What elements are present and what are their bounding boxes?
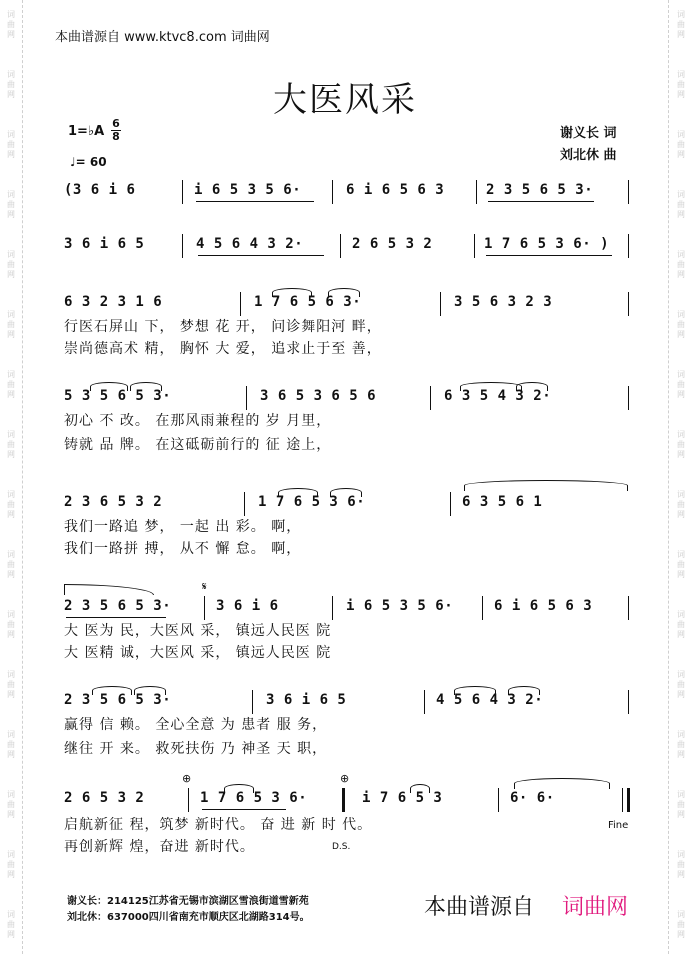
watermark-char: 曲 [7, 560, 15, 569]
watermark-char: 曲 [677, 500, 685, 509]
measure: 6 3 2 3 1 6 [64, 294, 163, 310]
composer-address: 刘北休：637000四川省南充市顺庆区北湖路314号。 [67, 912, 310, 923]
watermark-char: 词 [7, 910, 15, 919]
measure: 3 6 5 3 6 5 6 [260, 388, 377, 404]
watermark-char: 曲 [677, 740, 685, 749]
measure: i 6 5 3 5 6· [194, 182, 302, 198]
coda-icon: ⊕ [340, 772, 350, 785]
watermark-char: 词 [7, 550, 15, 559]
watermark-stamp [674, 490, 688, 520]
watermark-char: 网 [677, 90, 685, 99]
measure: 1 7 6 5 3 6· [200, 790, 308, 806]
watermark-char: 词 [7, 190, 15, 199]
beam [66, 617, 166, 618]
watermark-char: 网 [7, 90, 15, 99]
lyric-verse-2: 再创新辉 煌，奋进 新时代。 [64, 839, 255, 855]
watermark-char: 曲 [7, 740, 15, 749]
watermark-stamp [674, 130, 688, 160]
slur [410, 784, 430, 793]
measure: i 6 5 3 5 6· [346, 598, 454, 614]
watermark-char: 词 [7, 310, 15, 319]
watermark-stamp [674, 730, 688, 760]
watermark-char: 网 [7, 930, 15, 939]
watermark-char: 曲 [7, 380, 15, 389]
measure: 1 7 6 5 3 6· ) [484, 236, 610, 252]
watermark-char: 网 [677, 870, 685, 879]
slur [328, 288, 360, 297]
watermark-char: 词 [7, 730, 15, 739]
watermark-char: 词 [677, 730, 685, 739]
watermark-stamp [674, 610, 688, 640]
watermark-char: 网 [7, 330, 15, 339]
barline [628, 690, 629, 714]
watermark-char: 网 [677, 630, 685, 639]
measure: 2 6 5 3 2 [64, 790, 145, 806]
tie [514, 778, 610, 789]
da-segno-mark: D.S. [332, 842, 351, 852]
watermark-char: 网 [677, 450, 685, 459]
measure: 3 5 6 3 2 3 [454, 294, 553, 310]
right-border [668, 0, 669, 954]
watermark-char: 网 [7, 210, 15, 219]
barline [628, 292, 629, 316]
watermark-stamp [4, 490, 18, 520]
beam [196, 201, 314, 202]
watermark-char: 网 [677, 330, 685, 339]
watermark-char: 词 [677, 130, 685, 139]
watermark-char: 曲 [7, 440, 15, 449]
barline [628, 180, 629, 204]
slur [454, 686, 496, 695]
measure: 2 3 5 6 5 3· [64, 598, 172, 614]
watermark-char: 曲 [7, 680, 15, 689]
lyric-verse-1: 我们一路追 梦， 一起 出 彩。 啊， [64, 519, 302, 535]
watermark-stamp [4, 610, 18, 640]
watermark-char: 曲 [677, 440, 685, 449]
slur [90, 382, 128, 391]
time-signature [111, 118, 121, 143]
beam [488, 201, 594, 202]
watermark-char: 词 [7, 790, 15, 799]
source-header: 本曲谱源自 www.ktvc8.com 词曲网 [55, 30, 270, 45]
slur [272, 288, 312, 297]
lyric-verse-1: 大 医为 民，大医风 采， 镇远人民医 院 [64, 623, 332, 639]
watermark-char: 曲 [7, 320, 15, 329]
watermark-char: 词 [7, 70, 15, 79]
watermark-char: 网 [7, 150, 15, 159]
measure: 6 i 6 5 6 3 [346, 182, 445, 198]
final-barline-thin [622, 788, 623, 812]
lyricist-address: 谢义长：214125江苏省无锡市滨湖区雪浪街道雪新苑 [67, 896, 309, 907]
watermark-stamp [674, 430, 688, 460]
lyric-verse-2: 我们一路拼 搏， 从不 懈 怠。 啊， [64, 541, 302, 557]
watermark-char: 词 [677, 310, 685, 319]
watermark-char: 词 [7, 10, 15, 19]
lyric-verse-1: 行医石屏山 下， 梦想 花 开， 问诊舞阳河 畔， [64, 319, 382, 335]
watermark-char: 曲 [677, 260, 685, 269]
measure: 6· 6· [510, 790, 555, 806]
lyric-verse-1: 赢得 信 赖。 全心全意 为 患者 服 务， [64, 717, 328, 733]
measure: 3 6 i 6 [216, 598, 279, 614]
beam [486, 255, 612, 256]
watermark-char: 词 [7, 130, 15, 139]
watermark-char: 词 [7, 670, 15, 679]
slur [278, 488, 318, 497]
watermark-stamp [674, 10, 688, 40]
watermark-char: 曲 [677, 620, 685, 629]
watermark-char: 词 [677, 850, 685, 859]
brand-site-name: 词曲网 [562, 895, 629, 920]
watermark-char: 词 [677, 610, 685, 619]
watermark-char: 曲 [7, 620, 15, 629]
watermark-char: 词 [677, 70, 685, 79]
brand-source: 本曲谱源自 [424, 895, 535, 920]
watermark-char: 网 [7, 390, 15, 399]
watermark-stamp [4, 130, 18, 160]
left-border [22, 0, 23, 954]
watermark-char: 词 [677, 190, 685, 199]
lyricist-credit: 谢义长 词 [560, 126, 617, 141]
barline [424, 690, 425, 714]
watermark-stamp [674, 790, 688, 820]
barline [188, 788, 189, 812]
watermark-char: 曲 [7, 800, 15, 809]
watermark-stamp [4, 730, 18, 760]
tempo-mark: ♩= 60 [70, 155, 107, 169]
watermark-char: 网 [7, 30, 15, 39]
watermark-char: 曲 [7, 860, 15, 869]
watermark-char: 曲 [7, 920, 15, 929]
watermark-char: 曲 [7, 80, 15, 89]
watermark-char: 词 [7, 370, 15, 379]
measure: 6 i 6 5 6 3 [494, 598, 593, 614]
watermark-char: 网 [677, 930, 685, 939]
barline [244, 492, 245, 516]
barline [182, 234, 183, 258]
watermark-stamp [4, 670, 18, 700]
barline [332, 180, 333, 204]
meter-bottom: 8 [112, 130, 120, 143]
barline [240, 292, 241, 316]
watermark-char: 曲 [677, 680, 685, 689]
watermark-stamp [4, 790, 18, 820]
watermark-stamp [4, 190, 18, 220]
watermark-char: 词 [7, 250, 15, 259]
measure: 3 6 i 6 5 [64, 236, 145, 252]
watermark-char: 曲 [677, 200, 685, 209]
slur [330, 488, 362, 497]
barline [252, 690, 253, 714]
watermark-stamp [674, 190, 688, 220]
watermark-char: 网 [7, 870, 15, 879]
measure: 4 5 6 4 3 2· [196, 236, 304, 252]
barline [482, 596, 483, 620]
barline [628, 386, 629, 410]
watermark-char: 词 [677, 910, 685, 919]
final-barline-thick [627, 788, 630, 812]
watermark-char: 词 [7, 850, 15, 859]
watermark-stamp [674, 310, 688, 340]
watermark-char: 词 [677, 670, 685, 679]
watermark-char: 词 [677, 370, 685, 379]
watermark-stamp [4, 430, 18, 460]
watermark-char: 网 [7, 750, 15, 759]
slur [516, 382, 548, 391]
song-title: 大医风采 [273, 80, 417, 120]
watermark-char: 词 [677, 490, 685, 499]
lyric-verse-2: 继往 开 来。 救死扶伤 乃 神圣 天 职， [64, 741, 328, 757]
repeat-barline [342, 788, 345, 812]
watermark-stamp [4, 850, 18, 880]
barline [628, 234, 629, 258]
lyric-verse-1: 初心 不 改。 在那风雨兼程的 岁 月里， [64, 413, 332, 429]
watermark-char: 网 [677, 270, 685, 279]
barline [246, 386, 247, 410]
watermark-char: 曲 [677, 380, 685, 389]
watermark-stamp [674, 670, 688, 700]
barline [498, 788, 499, 812]
slur [130, 382, 162, 391]
barline [182, 180, 183, 204]
watermark-char: 词 [677, 790, 685, 799]
watermark-stamp [4, 310, 18, 340]
tie [64, 584, 154, 595]
watermark-char: 网 [7, 570, 15, 579]
watermark-char: 网 [7, 510, 15, 519]
watermark-char: 曲 [7, 260, 15, 269]
watermark-char: 词 [677, 550, 685, 559]
measure: 2 3 5 6 5 3· [486, 182, 594, 198]
watermark-stamp [674, 850, 688, 880]
barline [628, 596, 629, 620]
watermark-char: 网 [7, 630, 15, 639]
lyric-verse-1: 启航新征 程，筑梦 新时代。 奋 进 新 时 代。 [64, 817, 373, 833]
watermark-char: 词 [677, 250, 685, 259]
barline [430, 386, 431, 410]
watermark-char: 曲 [677, 80, 685, 89]
watermark-char: 网 [677, 690, 685, 699]
watermark-char: 曲 [677, 320, 685, 329]
measure: 6 3 5 4 3 2· [444, 388, 552, 404]
watermark-char: 曲 [677, 800, 685, 809]
watermark-char: 词 [7, 610, 15, 619]
watermark-char: 词 [7, 430, 15, 439]
meter-top: 6 [112, 117, 120, 130]
slur [460, 382, 522, 391]
barline [474, 234, 475, 258]
watermark-char: 词 [7, 490, 15, 499]
watermark-char: 网 [677, 810, 685, 819]
tie [464, 480, 628, 491]
watermark-char: 曲 [7, 500, 15, 509]
watermark-char: 网 [677, 150, 685, 159]
measure: 2 6 5 3 2 [352, 236, 433, 252]
watermark-stamp [4, 10, 18, 40]
beam [202, 809, 286, 810]
watermark-stamp [674, 370, 688, 400]
watermark-char: 网 [677, 210, 685, 219]
watermark-char: 网 [677, 750, 685, 759]
watermark-char: 词 [677, 430, 685, 439]
measure: 6 3 5 6 1 [462, 494, 543, 510]
watermark-char: 曲 [677, 20, 685, 29]
lyric-verse-2: 崇尚德高术 精， 胸怀 大 爱， 追求止于至 善， [64, 341, 382, 357]
watermark-char: 网 [7, 690, 15, 699]
watermark-char: 网 [7, 450, 15, 459]
watermark-char: 曲 [7, 200, 15, 209]
watermark-char: 曲 [677, 560, 685, 569]
barline [340, 234, 341, 258]
barline [440, 292, 441, 316]
slur [508, 686, 540, 695]
coda-icon: ⊕ [182, 772, 192, 785]
slur [92, 686, 132, 695]
segno-icon: 𝄋 [202, 580, 207, 593]
beam [198, 255, 324, 256]
watermark-char: 曲 [677, 860, 685, 869]
composer-credit: 刘北休 曲 [560, 148, 617, 163]
watermark-char: 网 [677, 390, 685, 399]
watermark-stamp [674, 250, 688, 280]
measure: 2 3 6 5 3 2 [64, 494, 163, 510]
fine-mark: Fine [608, 820, 629, 831]
measure: 1 7 6 5 3 6· [258, 494, 366, 510]
watermark-char: 词 [677, 10, 685, 19]
watermark-char: 网 [677, 30, 685, 39]
measure: 5 3 5 6 5 3· [64, 388, 172, 404]
measure: 3 6 i 6 5 [266, 692, 347, 708]
measure: i 7 6 5 3 [362, 790, 443, 806]
measure: 4 5 6 4 3 2· [436, 692, 544, 708]
watermark-stamp [4, 370, 18, 400]
watermark-char: 曲 [677, 920, 685, 929]
watermark-stamp [4, 250, 18, 280]
watermark-char: 曲 [7, 140, 15, 149]
barline [450, 492, 451, 516]
lyric-verse-2: 铸就 品 牌。 在这砥砺前行的 征 途上， [64, 437, 332, 453]
barline [204, 596, 205, 620]
measure: 2 3 5 6 5 3· [64, 692, 172, 708]
watermark-stamp [4, 550, 18, 580]
watermark-stamp [674, 550, 688, 580]
lyric-verse-2: 大 医精 诚，大医风 采， 镇远人民医 院 [64, 645, 332, 661]
watermark-stamp [4, 910, 18, 940]
watermark-stamp [674, 910, 688, 940]
measure: 1 7 6 5 6 3· [254, 294, 362, 310]
slur [224, 784, 254, 793]
barline [332, 596, 333, 620]
key-signature: 1=♭A [68, 124, 105, 139]
watermark-char: 网 [7, 270, 15, 279]
watermark-char: 曲 [7, 20, 15, 29]
watermark-char: 网 [7, 810, 15, 819]
watermark-char: 网 [677, 570, 685, 579]
slur [134, 686, 166, 695]
measure: (3 6 i 6 [64, 182, 136, 198]
barline [476, 180, 477, 204]
watermark-char: 网 [677, 510, 685, 519]
watermark-char: 曲 [677, 140, 685, 149]
